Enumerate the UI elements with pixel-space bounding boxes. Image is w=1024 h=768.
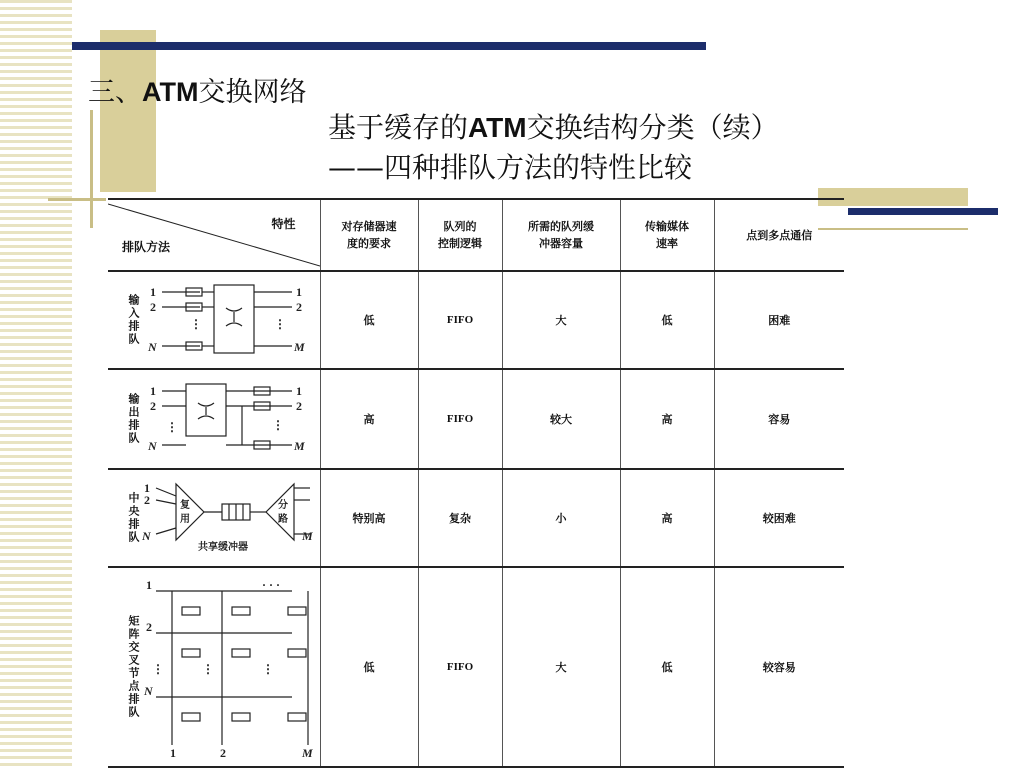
horizontal-accent-line [48,198,106,201]
svg-text:1: 1 [144,481,150,495]
header-label: 点到多点通信 [746,228,813,242]
diagram-label: 2 [220,746,226,757]
row-label: 输入排队 [127,294,140,346]
row-label: 输出排队 [127,393,140,445]
row-label: 矩阵交叉节点排队 [127,615,140,719]
table-cell: 高 [620,469,714,567]
svg-text:N: N [144,684,153,698]
table-cell: 大 [502,271,620,369]
svg-text:1: 1 [150,384,156,398]
diagram-label: M [302,746,313,757]
header-label: 所需的队列缓 冲器容量 [528,220,594,250]
corner-header [108,199,320,271]
header-multipoint [714,199,844,271]
svg-text:分: 分 [278,500,288,511]
table-row [108,271,844,369]
vertical-accent-line [90,110,93,228]
table-cell: FIFO [418,567,502,767]
svg-text:N: N [148,439,157,453]
output-queue-diagram [142,379,312,459]
table-cell: 容易 [714,369,844,469]
table-cell: 小 [502,469,620,567]
diagram-label: 复 [180,500,190,511]
comparison-table [108,198,844,768]
central-queue-diagram [142,478,316,558]
table-cell: FIFO [418,271,502,369]
svg-text:路: 路 [278,514,288,525]
table-cell: 高 [320,369,418,469]
table-row [108,369,844,469]
section-title: 三、ATM交换网络 [88,77,307,108]
svg-text:· · ·: · · · [262,578,281,592]
diagram-label: 共享缓冲器 [198,542,248,553]
tan-square-decoration [100,30,156,192]
table-cell: 大 [502,567,620,767]
header-media-rate [620,199,714,271]
table-cell: 低 [620,567,714,767]
svg-text:2: 2 [146,620,152,634]
header-label: 对存储器速 度的要求 [341,220,397,250]
table-cell: FIFO [418,369,502,469]
slide-title: 基于缓存的ATM交换结构分类（续） [328,111,779,144]
table-row [108,567,844,767]
table-cell: 特别高 [320,469,418,567]
diagram-label: 2 [150,300,156,314]
svg-text:2: 2 [150,399,156,413]
table-cell: 低 [320,567,418,767]
svg-text:M: M [294,439,305,453]
comparison-table-figure [108,198,844,764]
table-cell: 较困难 [714,469,844,567]
table-cell: 高 [620,369,714,469]
header-label: 队列的 控制逻辑 [438,220,482,250]
svg-text:⋮: ⋮ [166,420,178,434]
diagram-label: 1 [170,746,176,757]
output-queue-diagram-cell [108,369,320,469]
diagram-label: 1 [150,285,156,299]
input-queue-diagram [142,280,312,360]
table-cell: 低 [320,271,418,369]
table-header-row [108,199,844,271]
table-row [108,469,844,567]
crosspoint-queue-diagram-cell [108,567,320,767]
right-navy-bar [848,208,998,215]
svg-text:⋮: ⋮ [202,662,214,676]
top-navy-bar [72,42,706,50]
svg-text:⋮: ⋮ [152,662,164,676]
svg-text:2: 2 [144,493,150,507]
diagram-label: 1 [296,285,302,299]
header-buffer-capacity [502,199,620,271]
svg-text:M: M [302,529,313,543]
central-queue-diagram-cell [108,469,320,567]
diagram-label: 2 [296,300,302,314]
left-stripe-decoration [0,0,72,768]
row-label: 中央排队 [127,492,140,544]
corner-bottom-label: 排队方法 [122,240,171,254]
diagram-label: M [294,340,305,354]
table-cell: 复杂 [418,469,502,567]
svg-text:⋮: ⋮ [262,662,274,676]
corner-top-label: 特性 [271,217,296,231]
svg-text:⋮: ⋮ [274,317,286,331]
crosspoint-queue-diagram [142,577,318,757]
input-queue-diagram-cell [108,271,320,369]
header-memory-speed [320,199,418,271]
svg-text:1: 1 [146,578,152,592]
diagram-label: N [148,340,157,354]
header-label: 传输媒体 速率 [645,220,689,250]
table-cell: 低 [620,271,714,369]
svg-text:2: 2 [296,399,302,413]
slide-subtitle: ——四种排队方法的特性比较 [328,151,693,184]
table-cell: 较大 [502,369,620,469]
diagram-label: 用 [180,514,190,525]
svg-text:1: 1 [296,384,302,398]
svg-text:⋮: ⋮ [272,418,284,432]
table-cell: 较容易 [714,567,844,767]
corner-diagonal-line [108,200,320,270]
svg-text:N: N [142,529,151,543]
table-cell: 困难 [714,271,844,369]
svg-text:⋮: ⋮ [190,317,202,331]
header-control-logic [418,199,502,271]
